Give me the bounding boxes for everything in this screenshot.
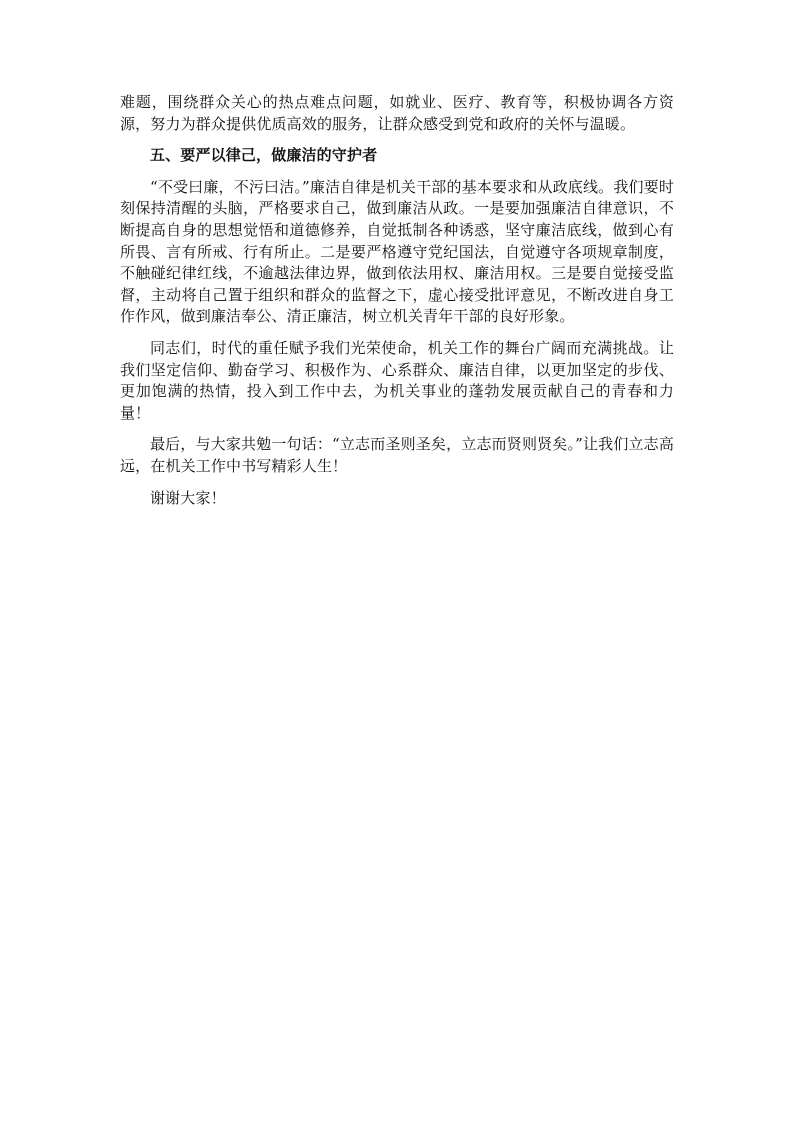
paragraph-comrades: 同志们，时代的重任赋予我们光荣使命，机关工作的舞台广阔而充满挑战。让我们坚定信仰、勤奋学习、积极作为、心系群众、廉洁自律，以更加坚定的步伐、更加饱满的热情，投入到工作中去，为机关事业的蓬勃发展贡献自己的青春和力量！ [120, 338, 674, 422]
paragraph-thanks: 谢谢大家！ [150, 488, 226, 507]
section-heading: 五、要严以律己，做廉洁的守护者 [150, 146, 378, 165]
paragraph-closing-quote: 最后，与大家共勉一句话：“立志而圣则圣矣，立志而贤则贤矣。”让我们立志高远，在机关工作中书写精彩人生！ [120, 435, 674, 475]
paragraph-continuation: 难题，围绕群众关心的热点难点问题，如就业、医疗、教育等，积极协调各方资源，努力为群众提供优质高效的服务，让群众感受到党和政府的关怀与温暖。 [120, 93, 674, 133]
document-body [120, 92, 674, 519]
paragraph-integrity: “不受曰廉，不污曰洁。”廉洁自律是机关干部的基本要求和从政底线。我们要时刻保持清醒的头脑，严格要求自己，做到廉洁从政。一是要加强廉洁自律意识，不断提高自身的思想觉悟和道德修养，自觉抵制各种诱惑，坚守廉洁底线，做到心有所畏、言有所戒、行有所止。二是要严格遵守党纪国法，自觉遵守各项规章制度，不触碰纪律红线，不逾越法律边界，做到依法用权、廉洁用权。三是要自觉接受监督，主动将自己置于组织和群众的监督之下，虚心接受批评意见，不断改进自身工作作风，做到廉洁奉公、清正廉洁，树立机关青年干部的良好形象。 [120, 177, 674, 326]
